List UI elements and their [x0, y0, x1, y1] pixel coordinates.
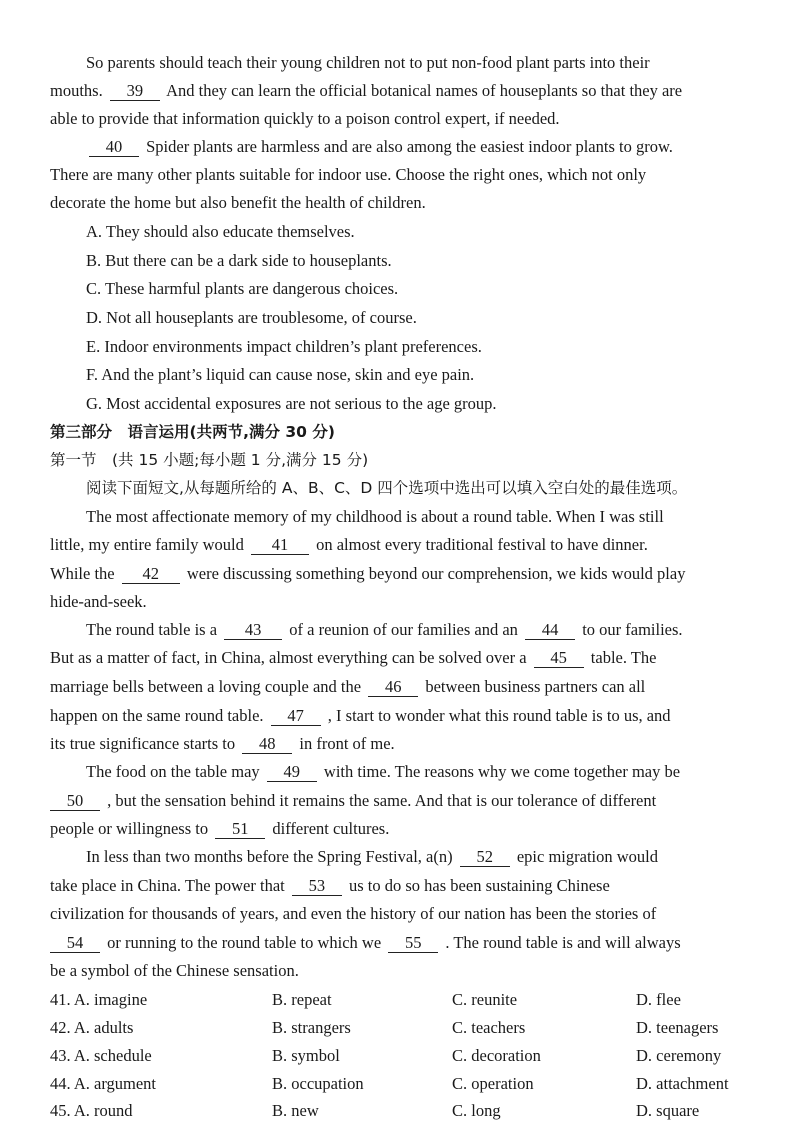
p4-line1 [86, 846, 658, 868]
option-f: F. And the plant’s liquid can cause nose, skin and eye pain. [86, 365, 475, 384]
p2-line3 [50, 676, 645, 698]
p2-line2 [50, 647, 656, 669]
option-b: B. But there can be a dark side to houseplants. [86, 251, 392, 270]
blank-45[interactable]: 45 [534, 649, 584, 668]
p2-line1-a: The round table is a [86, 620, 218, 639]
p2-line5-b: in front of me. [299, 734, 395, 753]
p4-line4 [50, 932, 681, 954]
instruction: 阅读下面短文,从每题所给的 A、B、C、D 四个选项中选出可以填入空白处的最佳选项。 [86, 479, 688, 497]
p1-line2-a: little, my entire family would [50, 535, 244, 554]
q45-option-c[interactable]: C. long [452, 1101, 501, 1120]
q42-option-a[interactable]: 42. A. adults [50, 1018, 134, 1037]
blank-48[interactable]: 48 [242, 735, 292, 754]
p3-line2 [50, 790, 656, 812]
q42-option-c[interactable]: C. teachers [452, 1018, 526, 1037]
p1-line3-a: While the [50, 564, 115, 583]
p4-line5: be a symbol of the Chinese sensation. [50, 961, 299, 980]
q45-option-b[interactable]: B. new [272, 1101, 319, 1120]
p4-line2-b: us to do so has been sustaining Chinese [349, 876, 610, 895]
para1-line2-b: And they can learn the official botanical names of houseplants so that they are [166, 81, 683, 100]
blank-53[interactable]: 53 [292, 877, 342, 896]
blank-54[interactable]: 54 [50, 934, 100, 953]
p2-line5 [50, 733, 395, 755]
p2-line4-b: , I start to wonder what this round table is to us, and [327, 706, 671, 725]
p2-line1 [86, 619, 683, 641]
p2-line1-c: to our families. [582, 620, 683, 639]
p3-line3-b: different cultures. [272, 819, 390, 838]
p2-line4-a: happen on the same round table. [50, 706, 264, 725]
q41-option-c[interactable]: C. reunite [452, 990, 518, 1009]
blank-51[interactable]: 51 [215, 820, 265, 839]
p2-line3-a: marriage bells between a loving couple and the [50, 677, 362, 696]
blank-46[interactable]: 46 [368, 678, 418, 697]
p3-line2-b: , but the sensation behind it remains the same. And that is our tolerance of different [107, 791, 657, 810]
p3-line3-a: people or willingness to [50, 819, 209, 838]
blank-41[interactable]: 41 [251, 536, 309, 555]
p4-line3: civilization for thousands of years, and even the history of our nation has been the stories of [50, 904, 657, 923]
option-a: A. They should also educate themselves. [86, 222, 355, 241]
p3-line1-a: The food on the table may [86, 762, 260, 781]
para1-line1: So parents should teach their young children not to put non-food plant parts into their [86, 53, 650, 72]
q43-option-b[interactable]: B. symbol [272, 1046, 340, 1065]
p2-line3-b: between business partners can all [425, 677, 646, 696]
p3-line3 [50, 818, 389, 840]
q41-option-b[interactable]: B. repeat [272, 990, 332, 1009]
para1-line2-a: mouths. [50, 81, 103, 100]
p2-line2-a: But as a matter of fact, in China, almost everything can be solved over a [50, 648, 527, 667]
p1-line3 [50, 563, 685, 585]
blank-40[interactable]: 40 [89, 138, 139, 157]
p1-line2 [50, 534, 648, 556]
p1-line1: The most affectionate memory of my childhood is about a round table. When I was still [86, 507, 664, 526]
part3-heading: 第三部分 语言运用(共两节,满分 30 分) [50, 423, 335, 441]
p1-line2-b: on almost every traditional festival to have dinner. [316, 535, 648, 554]
blank-42[interactable]: 42 [122, 565, 180, 584]
q42-option-b[interactable]: B. strangers [272, 1018, 351, 1037]
q44-option-a[interactable]: 44. A. argument [50, 1074, 157, 1093]
p3-line1 [86, 761, 680, 783]
p4-line1-a: In less than two months before the Spring Festival, a(n) [86, 847, 453, 866]
p1-line4: hide-and-seek. [50, 592, 147, 611]
p1-line3-b: were discussing something beyond our comprehension, we kids would play [186, 564, 686, 583]
q43-option-a[interactable]: 43. A. schedule [50, 1046, 152, 1065]
option-e: E. Indoor environments impact children’s plant preferences. [86, 337, 482, 356]
q43-option-d[interactable]: D. ceremony [636, 1046, 722, 1065]
p4-line4-b: or running to the round table to which we [107, 933, 382, 952]
blank-43[interactable]: 43 [224, 621, 282, 640]
q41-option-a[interactable]: 41. A. imagine [50, 990, 148, 1009]
para1-line3: able to provide that information quickly to a poison control expert, if needed. [50, 109, 560, 128]
option-g: G. Most accidental exposures are not serious to the age group. [86, 394, 497, 413]
blank-47[interactable]: 47 [271, 707, 321, 726]
option-d: D. Not all houseplants are troublesome, of course. [86, 308, 417, 327]
q41-option-d[interactable]: D. flee [636, 990, 681, 1009]
p3-line1-b: with time. The reasons why we come together may be [323, 762, 681, 781]
blank-44[interactable]: 44 [525, 621, 575, 640]
blank-55[interactable]: 55 [388, 934, 438, 953]
para2-line1-text: Spider plants are harmless and are also among the easiest indoor plants to grow. [146, 137, 673, 156]
p4-line1-b: epic migration would [516, 847, 658, 866]
para2-line1 [86, 136, 673, 158]
q43-option-c[interactable]: C. decoration [452, 1046, 541, 1065]
blank-39[interactable]: 39 [110, 82, 160, 101]
blank-50[interactable]: 50 [50, 792, 100, 811]
para2-line2: There are many other plants suitable for indoor use. Choose the right ones, which not only [50, 165, 647, 184]
p2-line1-b: of a reunion of our families and an [289, 620, 518, 639]
p4-line4-c: . The round table is and will always [445, 933, 681, 952]
section1-heading: 第一节 (共 15 小题;每小题 1 分,满分 15 分) [50, 451, 369, 469]
q45-option-d[interactable]: D. square [636, 1101, 700, 1120]
blank-52[interactable]: 52 [460, 848, 510, 867]
option-c: C. These harmful plants are dangerous choices. [86, 279, 399, 298]
p4-line2 [50, 875, 610, 897]
p2-line4 [50, 705, 671, 727]
p2-line5-a: its true significance starts to [50, 734, 236, 753]
q44-option-c[interactable]: C. operation [452, 1074, 534, 1093]
q44-option-b[interactable]: B. occupation [272, 1074, 364, 1093]
blank-49[interactable]: 49 [267, 763, 317, 782]
q45-option-a[interactable]: 45. A. round [50, 1101, 133, 1120]
p2-line2-b: table. The [590, 648, 657, 667]
para1-line2 [50, 80, 682, 102]
q42-option-d[interactable]: D. teenagers [636, 1018, 719, 1037]
p4-line2-a: take place in China. The power that [50, 876, 285, 895]
para2-line3: decorate the home but also benefit the health of children. [50, 193, 426, 212]
q44-option-d[interactable]: D. attachment [636, 1074, 729, 1093]
